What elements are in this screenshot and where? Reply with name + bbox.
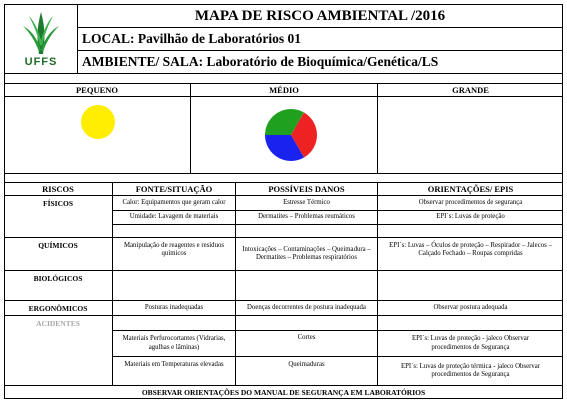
col-header-fonte: FONTE/SITUAÇÃO [135,184,213,194]
acidentes-fonte-2: Materiais em Temperaturas elevadas [124,361,224,368]
spacer-row [4,73,563,83]
row-line-bio [4,270,563,271]
pequeno-circle [80,104,116,140]
category-acidentes: ACIDENTES [36,318,80,328]
fisicos-orient-2: EPI´s: Luvas de proteção [436,213,505,221]
medio-label: MÉDIO [269,85,299,95]
acidentes-orient-2: EPI´s: Luvas de proteção térmica - jaleco Observar procedimentos de Segurança [400,362,541,378]
fisicos-fonte-1: Calor: Equipamentos que geram calor [122,198,226,206]
logo-text: UFFS [24,56,58,68]
category-quimicos: QUÍMICOS [38,241,78,250]
acidentes-danos-2: Queimaduras [288,361,325,368]
risk-size-divider-1 [190,83,191,174]
ambiente-line: AMBIENTE/ SALA: Laboratório de Bioquímica/Genética/LS [77,50,563,74]
fisicos-orient-1: Observar procedimentos de segurança [418,198,523,206]
risk-size-header-rule [4,96,563,97]
col-header-danos: POSSÍVEIS DANOS [268,184,345,194]
risk-map-document [4,4,563,399]
fisicos-danos-1: Estresse Térmico [283,198,330,206]
grande-label: GRANDE [452,85,489,95]
acidentes-orient-1: EPI´s: Luvas de proteção - jaleco Observar procedimentos de Segurança [411,335,529,351]
fisicos-danos-2: Dermatites – Problemas reumáticos [258,213,355,221]
local-line: LOCAL: Pavilhão de Laboratórios 01 [77,27,563,51]
footer-note: OBSERVAR ORIENTAÇÕES DO MANUAL DE SEGURANÇA EM LABORATÓRIOS [4,386,563,399]
acidentes-fonte-1: Materiais Perfurocortantes (Vidrarias, agulhas e lâminas) [122,335,226,351]
fisicos-fonte-2: Umidade: Lavagem de materiais [129,213,219,221]
medio-pie [263,107,319,163]
category-ergonomicos: ERGONÔMICOS [28,303,88,313]
row-line-fis2 [112,224,563,225]
quimicos-fonte: Manipulação de reagentes e resíduos químicos [123,242,225,258]
ergonomicos-orient: Observar postura adequada [433,303,508,311]
category-biologicos: BIOLÓGICOS [33,274,83,283]
ergonomicos-fonte: Posturas inadequadas [144,303,204,311]
col-header-riscos: RISCOS [42,184,74,194]
risk-size-divider-2 [377,83,378,174]
quimicos-danos: Intoxicações – Contaminações – Queimadura – Dermatites – Problemas respiratórios [242,245,371,261]
category-fisicos: FÍSICOS [42,198,73,208]
quimicos-orient: EPI´s: Luvas – Óculos de proteção – Respirador – Jalecos – Calçado Fechado – Roupas compridas [389,242,552,258]
page-title: MAPA DE RISCO AMBIENTAL /2016 [77,4,563,28]
pequeno-label: PEQUENO [75,85,119,95]
ergonomicos-danos: Doenças decorrentes de postura inadequada [247,303,366,311]
uffs-logo-icon [19,10,63,56]
logo-box [4,4,78,74]
acidentes-danos-1: Cortes [297,334,316,341]
col-header-orientacoes: ORIENTAÇÕES/ EPIS [427,184,514,194]
